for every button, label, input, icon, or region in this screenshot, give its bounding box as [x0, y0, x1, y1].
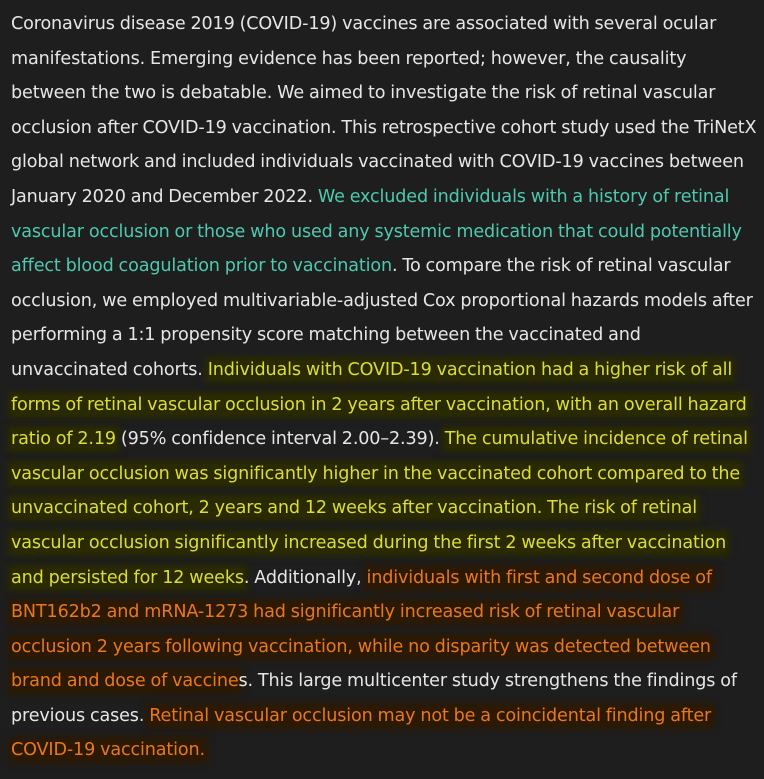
highlight-yellow-hazard: Individuals with COVID-19 vaccination had a higher risk of all forms of retinal vascular occlusion in 2 years after vaccination, with an overall hazard ratio of 2.19 [11, 359, 747, 450]
abstract-paragraph [11, 7, 757, 768]
highlight-orange-conclusion: Retinal vascular occlusion may not be a coincidental finding after COVID-19 vaccination. [11, 705, 712, 761]
highlight-teal-exclusion: We excluded individuals with a history of retinal vascular occlusion or those who used any systemic medication that could potentially affect blood coagulation prior to vaccination [11, 186, 742, 277]
abstract-text: (95% confidence interval 2.00–2.39). [120, 429, 440, 450]
abstract-text: . To compare the risk of retinal vascular occlusion, we employed multivariable-adjusted Cox proportional hazards models after performing a 1:1 propensity score matching between the vaccinated and unvaccinated cohorts. [11, 256, 753, 380]
highlight-yellow-incidence: The cumulative incidence of retinal vascular occlusion was significantly higher in the vaccinated cohort compared to the unvaccinated cohort, 2 years and 12 weeks after vaccination. The risk of retinal vascular occlusion significantly increased during the first 2 weeks after vaccination and persisted for 12 weeks [11, 429, 748, 588]
abstract-text: s. This large multicenter study strengthens the findings of previous cases. [11, 671, 737, 726]
highlight-orange-dose: individuals with first and second dose of BNT162b2 and mRNA-1273 had significantly increased risk of retinal vascular occlusion 2 years following vaccination, while no disparity was detected between brand and dose of vaccine [11, 567, 712, 692]
abstract-text: Coronavirus disease 2019 (COVID-19) vaccines are associated with several ocular manifestations. Emerging evidence has been reported; however, the causality between the two is debatable. We aimed to investigate the risk of retinal vascular occlusion after COVID-19 vaccination. This retrospective cohort study used the TriNetX global network and included individuals vaccinated with COVID-19 vaccines between January 2020 and December 2022. [11, 14, 757, 207]
abstract-text: . Additionally, [243, 567, 362, 588]
